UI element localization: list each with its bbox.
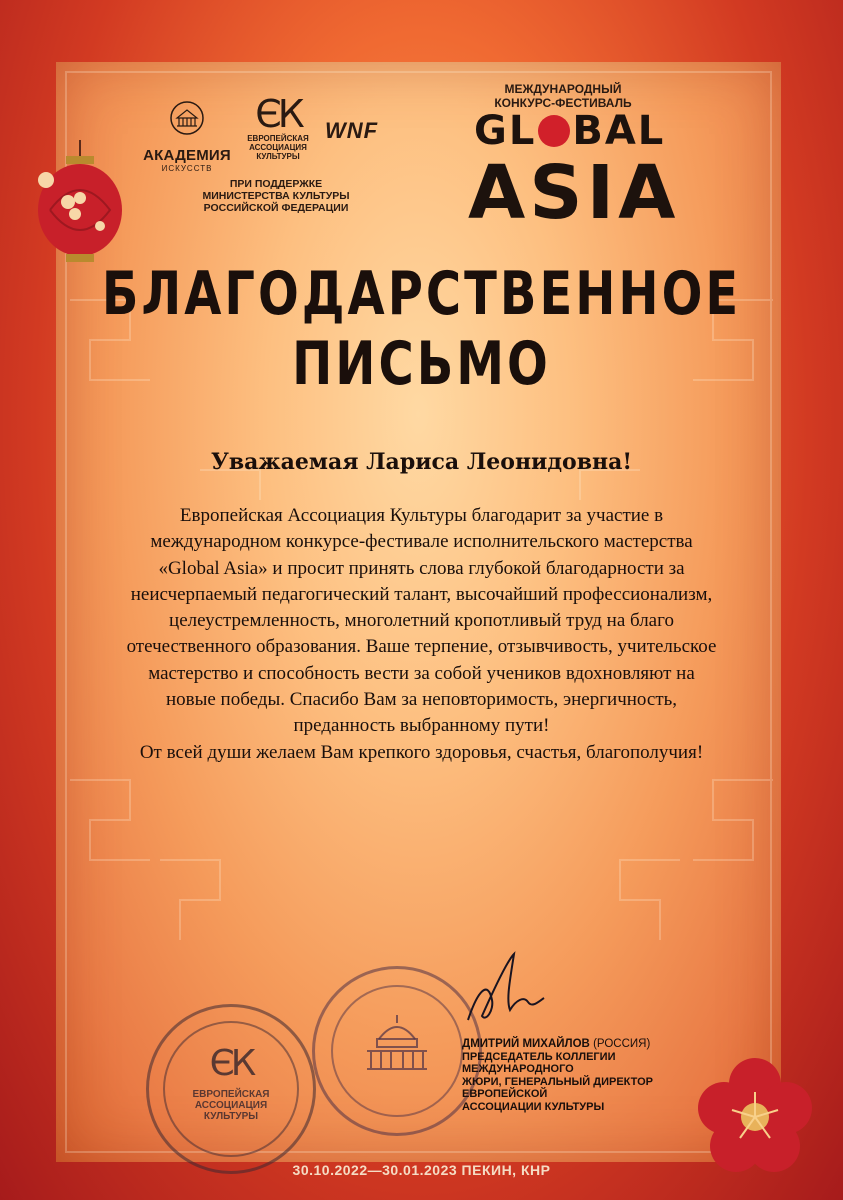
festival-asia: ASIA	[468, 150, 680, 236]
festival-global	[474, 108, 665, 154]
body-line: мастерство и способность вести за собой учеников вдохновляют на	[148, 662, 695, 684]
stamp-text	[149, 1089, 313, 1122]
eac-line2: АССОЦИАЦИЯ	[249, 143, 307, 152]
greeting: Уважаемая Лариса Леонидовна!	[210, 449, 633, 475]
body-line: Европейская Ассоциация Культуры благодарит за участие в	[179, 505, 664, 526]
signer-position-line: ПРЕДСЕДАТЕЛЬ КОЛЛЕГИИ МЕЖДУНАРОДНОГО	[462, 1050, 616, 1075]
signature	[458, 950, 548, 1040]
academy-sub: ИСКУССТВ	[161, 164, 213, 173]
stamp-european-association	[146, 1004, 316, 1174]
support-line: ПРИ ПОДДЕРЖКЕ	[229, 178, 323, 190]
eac-line3: КУЛЬТУРЫ	[256, 152, 300, 161]
body-line: преданность выбранному пути!	[293, 715, 550, 737]
stamp-line: АССОЦИАЦИЯ	[194, 1100, 268, 1111]
signer-position-line: АССОЦИАЦИИ КУЛЬТУРЫ	[462, 1100, 605, 1113]
stamp-building-icon	[357, 1009, 437, 1079]
body-line: «Global Asia» и просит принять слова глубокой благодарности за	[158, 557, 685, 579]
festival-sub-line: КОНКУРС-ФЕСТИВАЛЬ	[494, 96, 632, 110]
lantern-icon	[30, 140, 126, 270]
eac-mark: ЄК	[255, 92, 301, 136]
stamp-mark: ЄК	[209, 1043, 253, 1084]
stamp-academy-of-arts	[312, 966, 482, 1136]
body-line: целеустремленность, многолетний кропотливый труд на благо	[169, 610, 674, 632]
letter-body	[100, 503, 743, 766]
signer-name: ДМИТРИЙ МИХАЙЛОВ	[462, 1038, 590, 1050]
logo-academy	[142, 100, 232, 173]
eac-line1: ЕВРОПЕЙСКАЯ	[247, 134, 309, 143]
body-line: международном конкурсе-фестивале исполнительского мастерства	[150, 531, 693, 553]
stamp-line: КУЛЬТУРЫ	[203, 1111, 259, 1122]
red-sun-icon	[538, 115, 570, 147]
global-right: BAL	[572, 108, 666, 154]
stamp-line: ЕВРОПЕЙСКАЯ	[192, 1089, 270, 1100]
logo-wnf: WNF	[325, 118, 379, 143]
festival-subtitle	[478, 82, 648, 110]
academy-name: АКАДЕМИЯ	[143, 147, 231, 164]
body-line: новые победы. Спасибо Вам за неповторимость, энергичность,	[165, 689, 678, 711]
global-left: GL	[474, 108, 537, 154]
festival-sub-line: МЕЖДУНАРОДНЫЙ	[504, 82, 622, 96]
signer-block	[462, 1038, 722, 1113]
signer-name-line	[462, 1038, 722, 1051]
body-line: отечественного образования. Ваше терпение, отзывчивость, учительское	[126, 636, 717, 658]
certificate-title-line1: БЛАГОДАРСТВЕННОЕ	[101, 259, 742, 329]
logo-european-association	[240, 94, 316, 161]
ministry-support	[196, 178, 356, 214]
support-line: МИНИСТЕРСТВА КУЛЬТУРЫ	[202, 190, 350, 202]
certificate-title-line2: ПИСЬМО	[292, 329, 551, 399]
academy-building-icon	[169, 100, 205, 144]
signer-country: (РОССИЯ)	[593, 1038, 651, 1050]
body-line: От всей души желаем Вам крепкого здоровья, счастья, благополучия!	[139, 741, 704, 763]
event-dates: 30.10.2022—30.01.2023 ПЕКИН, КНР	[292, 1162, 551, 1178]
signer-position-line: ЖЮРИ, ГЕНЕРАЛЬНЫЙ ДИРЕКТОР ЕВРОПЕЙСКОЙ	[462, 1075, 653, 1100]
support-line: РОССИЙСКОЙ ФЕДЕРАЦИИ	[203, 202, 349, 214]
body-line: неисчерпаемый педагогический талант, высочайший профессионализм,	[130, 583, 713, 605]
